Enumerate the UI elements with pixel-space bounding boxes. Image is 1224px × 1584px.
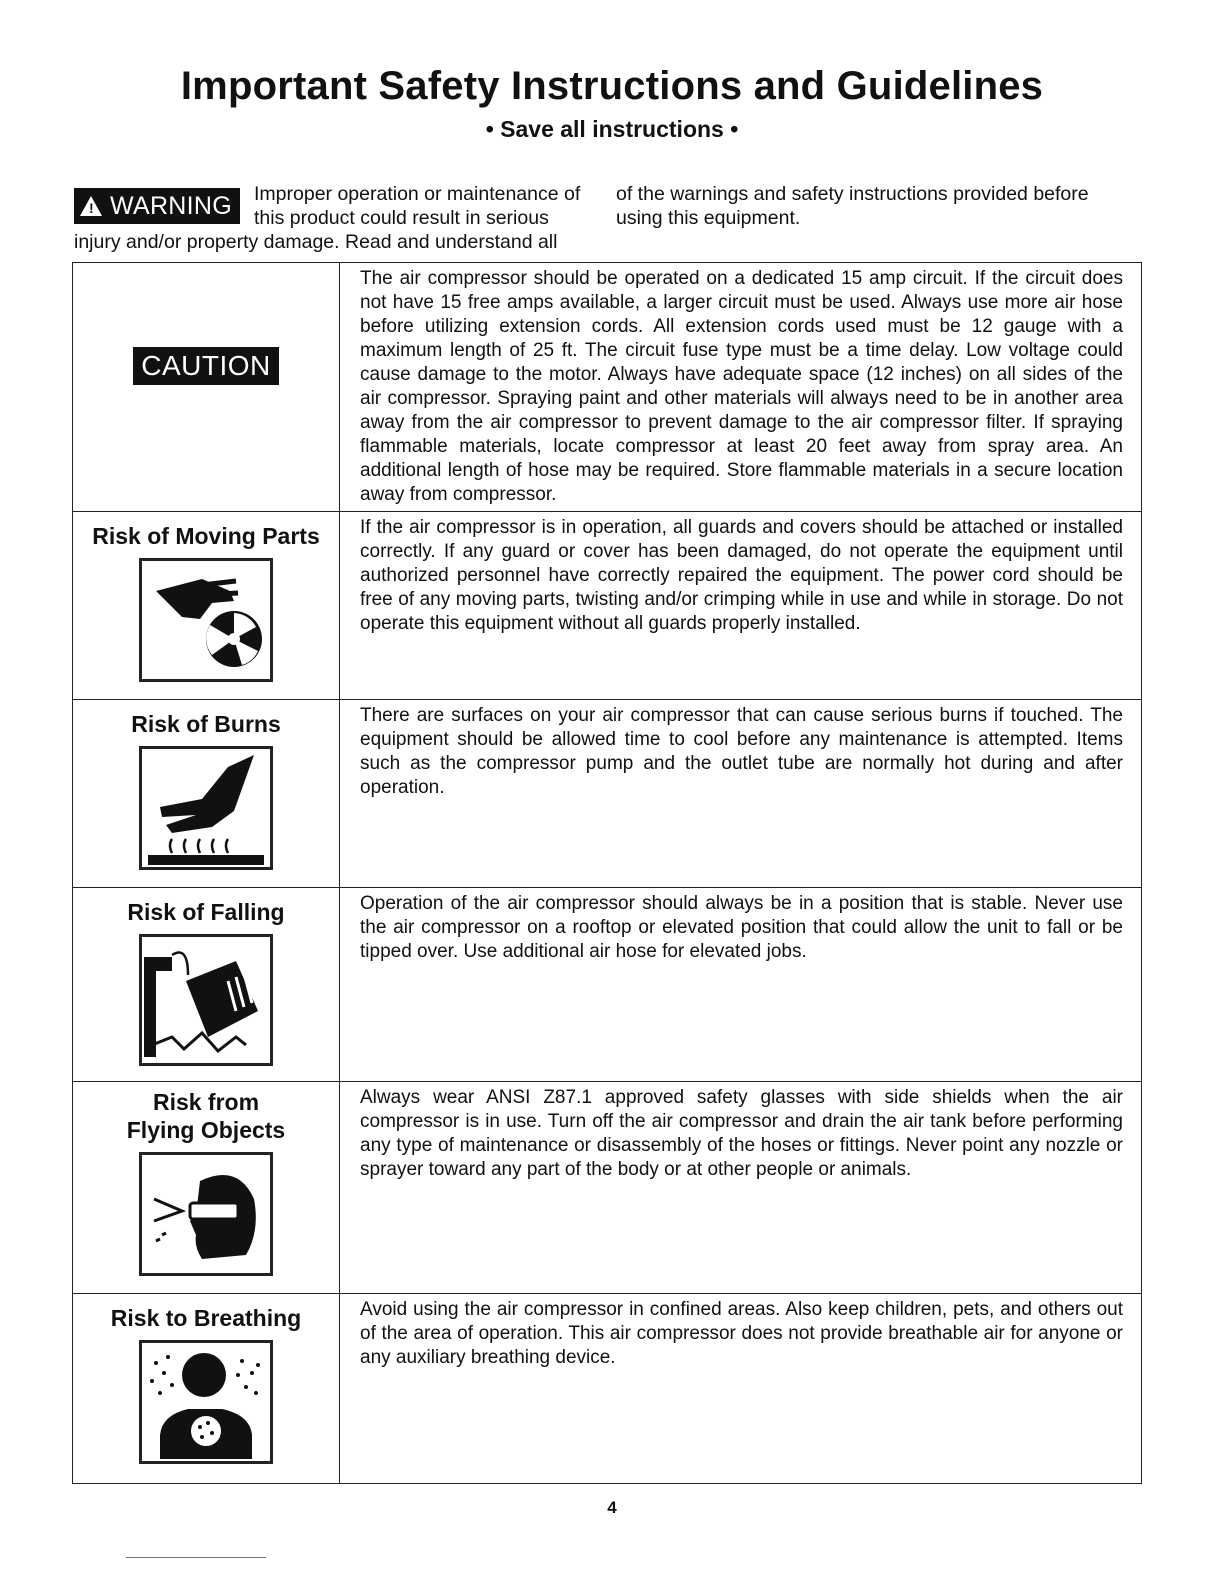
warning-badge <box>74 188 240 224</box>
warning-triangle-icon: ! <box>80 196 102 216</box>
risk-cell <box>73 512 340 700</box>
risk-cell <box>73 1082 340 1294</box>
risk-text: Avoid using the air compressor in confined areas. Also keep children, pets, and others out of the area of operation. This air compressor does not provide breathable air for anyone or any auxiliary breathing device. <box>340 1294 1142 1484</box>
risk-cell <box>73 700 340 888</box>
caution-text: The air compressor should be operated on a dedicated 15 amp circuit. If the circuit does not have 15 free amps available, a larger circuit must be used. Always use more air hose before utilizing extension cords. All extension cords used must be 12 gauge with a maximum length of 25 ft. The circuit fuse type must be a time delay. Low voltage could cause damage to the motor. Always have adequate space (12 inches) on all sides of the air compressor. Spraying paint and other materials will always need to be in another area away from the air compressor to prevent damage to the air compressor filter. If spraying flammable materials, locate compressor at least 20 feet away from spray area. An additional length of hose may be required. Store flammable materials in a secure location away from compressor. <box>340 263 1142 512</box>
table-row <box>73 263 1142 512</box>
moving-parts-hand-fan-icon <box>139 558 273 682</box>
risk-cell <box>73 1294 340 1484</box>
page-number: 4 <box>607 1498 617 1517</box>
risk-text: Always wear ANSI Z87.1 approved safety glasses with side shields when the air compressor is in use. Turn off the air compressor and drain the air tank before performing any type of maintenance or disassembly of the hoses or fittings. Never point any nozzle or sprayer toward any part of the body or at other people or animals. <box>340 1082 1142 1294</box>
caution-badge: CAUTION <box>133 347 279 385</box>
warning-text-left: Improper operation or maintenance of this product could result in serious injury and/or property damage. Read and understand all <box>74 183 581 253</box>
page-subtitle: • Save all instructions • <box>485 116 739 142</box>
risk-title: Risk of Moving Parts <box>92 523 320 549</box>
risk-text: Operation of the air compressor should always be in a position that is stable. Never use the air compressor on a rooftop or elevated position that could allow the unit to fall or be tipped over. Use additional air hose for elevated jobs. <box>340 888 1142 1082</box>
table-row <box>73 1082 1142 1294</box>
warning-text-right: of the warnings and safety instructions provided before using this equipment. <box>616 183 1089 229</box>
page-title: Important Safety Instructions and Guidelines <box>180 64 1044 108</box>
risk-title: Risk to Breathing <box>110 1305 302 1331</box>
risk-title-line1: Risk from <box>152 1089 260 1115</box>
warning-block-left <box>74 182 584 254</box>
table-row <box>73 512 1142 700</box>
risk-text: If the air compressor is in operation, all guards and covers should be attached or installed correctly. If any guard or cover has been damaged, do not operate the equipment until authorized personnel have correctly repaired the equipment. The power cord should be free of any moving parts, twisting and/or crimping while in use and while in storage. Do not operate this equipment without all guards properly installed. <box>340 512 1142 700</box>
warning-label: WARNING <box>110 192 232 220</box>
risk-title: Risk of Falling <box>127 899 285 925</box>
footer-rule <box>126 1557 266 1558</box>
hot-surface-hand-icon <box>139 746 273 870</box>
risk-text: There are surfaces on your air compressor that can cause serious burns if touched. The equipment should be allowed time to cool before any maintenance is attempted. Items such as the compressor pump and the outlet tube are normally hot during and after operation. <box>340 700 1142 888</box>
safety-glasses-head-icon <box>139 1152 273 1276</box>
risk-title-line2: Flying Objects <box>126 1117 286 1143</box>
falling-compressor-icon <box>139 934 273 1066</box>
breathing-hazard-icon <box>139 1340 273 1464</box>
risk-title: Risk of Burns <box>131 711 281 737</box>
table-row <box>73 888 1142 1082</box>
table-row <box>73 1294 1142 1484</box>
risk-cell <box>73 888 340 1082</box>
caution-cell <box>73 263 340 512</box>
table-row <box>73 700 1142 888</box>
safety-table <box>72 262 1142 1484</box>
